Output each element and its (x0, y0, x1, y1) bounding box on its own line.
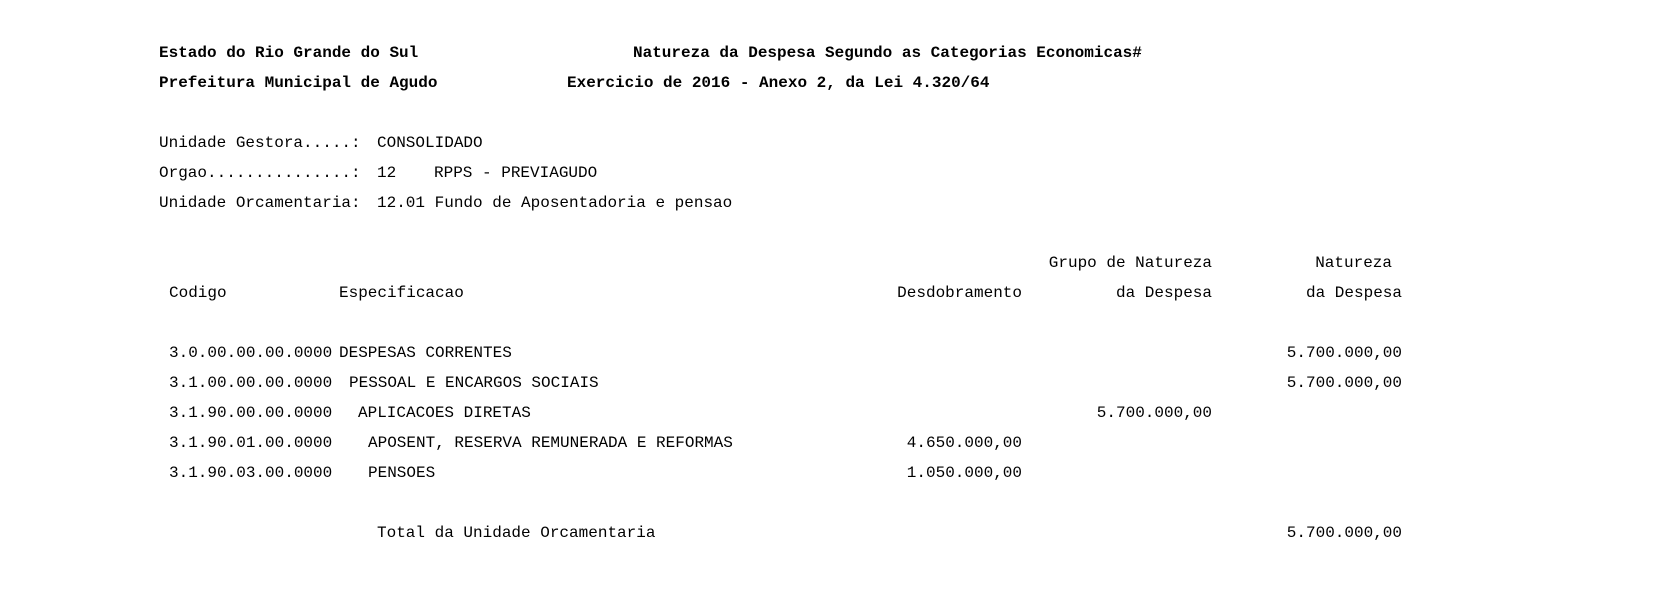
unidade-gestora-label: Unidade Gestora.....: (159, 134, 361, 152)
row-desdobramento: 1.050.000,00 (906, 464, 1022, 482)
column-header-natureza-line2: da Despesa (1305, 284, 1402, 302)
municipality-name: Prefeitura Municipal de Agudo (159, 74, 438, 92)
row-especificacao: PESSOAL E ENCARGOS SOCIAIS (349, 374, 599, 392)
row-grupo: 5.700.000,00 (1096, 404, 1212, 422)
orgao-name: RPPS - PREVIAGUDO (434, 164, 598, 182)
row-especificacao: APLICACOES DIRETAS (358, 404, 531, 422)
total-label: Total da Unidade Orcamentaria (377, 524, 656, 542)
state-name: Estado do Rio Grande do Sul (159, 44, 419, 62)
row-desdobramento: 4.650.000,00 (906, 434, 1022, 452)
row-codigo: 3.1.90.00.00.0000 (169, 404, 333, 422)
row-natureza: 5.700.000,00 (1286, 374, 1402, 392)
orgao-code: 12 (377, 164, 397, 182)
orgao-label: Orgao...............: (159, 164, 361, 182)
unidade-gestora-value: CONSOLIDADO (377, 134, 483, 152)
row-especificacao: DESPESAS CORRENTES (339, 344, 512, 362)
column-header-desdobramento: Desdobramento (897, 284, 1022, 302)
column-header-grupo-line1: Grupo de Natureza (1048, 254, 1212, 272)
row-especificacao: APOSENT, RESERVA REMUNERADA E REFORMAS (368, 434, 733, 452)
column-header-especificacao: Especificacao (339, 284, 464, 302)
row-codigo: 3.1.00.00.00.0000 (169, 374, 333, 392)
unidade-orcamentaria-label: Unidade Orcamentaria: (159, 194, 361, 212)
row-natureza: 5.700.000,00 (1286, 344, 1402, 362)
row-codigo: 3.1.90.03.00.0000 (169, 464, 333, 482)
exercise-info: Exercicio de 2016 - Anexo 2, da Lei 4.320/64 (567, 74, 990, 92)
row-codigo: 3.0.00.00.00.0000 (169, 344, 333, 362)
row-codigo: 3.1.90.01.00.0000 (169, 434, 333, 452)
column-header-codigo: Codigo (169, 284, 227, 302)
unidade-orcamentaria-value: 12.01 Fundo de Aposentadoria e pensao (377, 194, 733, 212)
report-title: Natureza da Despesa Segundo as Categorias Economicas# (633, 44, 1142, 62)
total-value: 5.700.000,00 (1286, 524, 1402, 542)
column-header-natureza-line1: Natureza (1315, 254, 1392, 272)
row-especificacao: PENSOES (368, 464, 436, 482)
column-header-grupo-line2: da Despesa (1115, 284, 1212, 302)
